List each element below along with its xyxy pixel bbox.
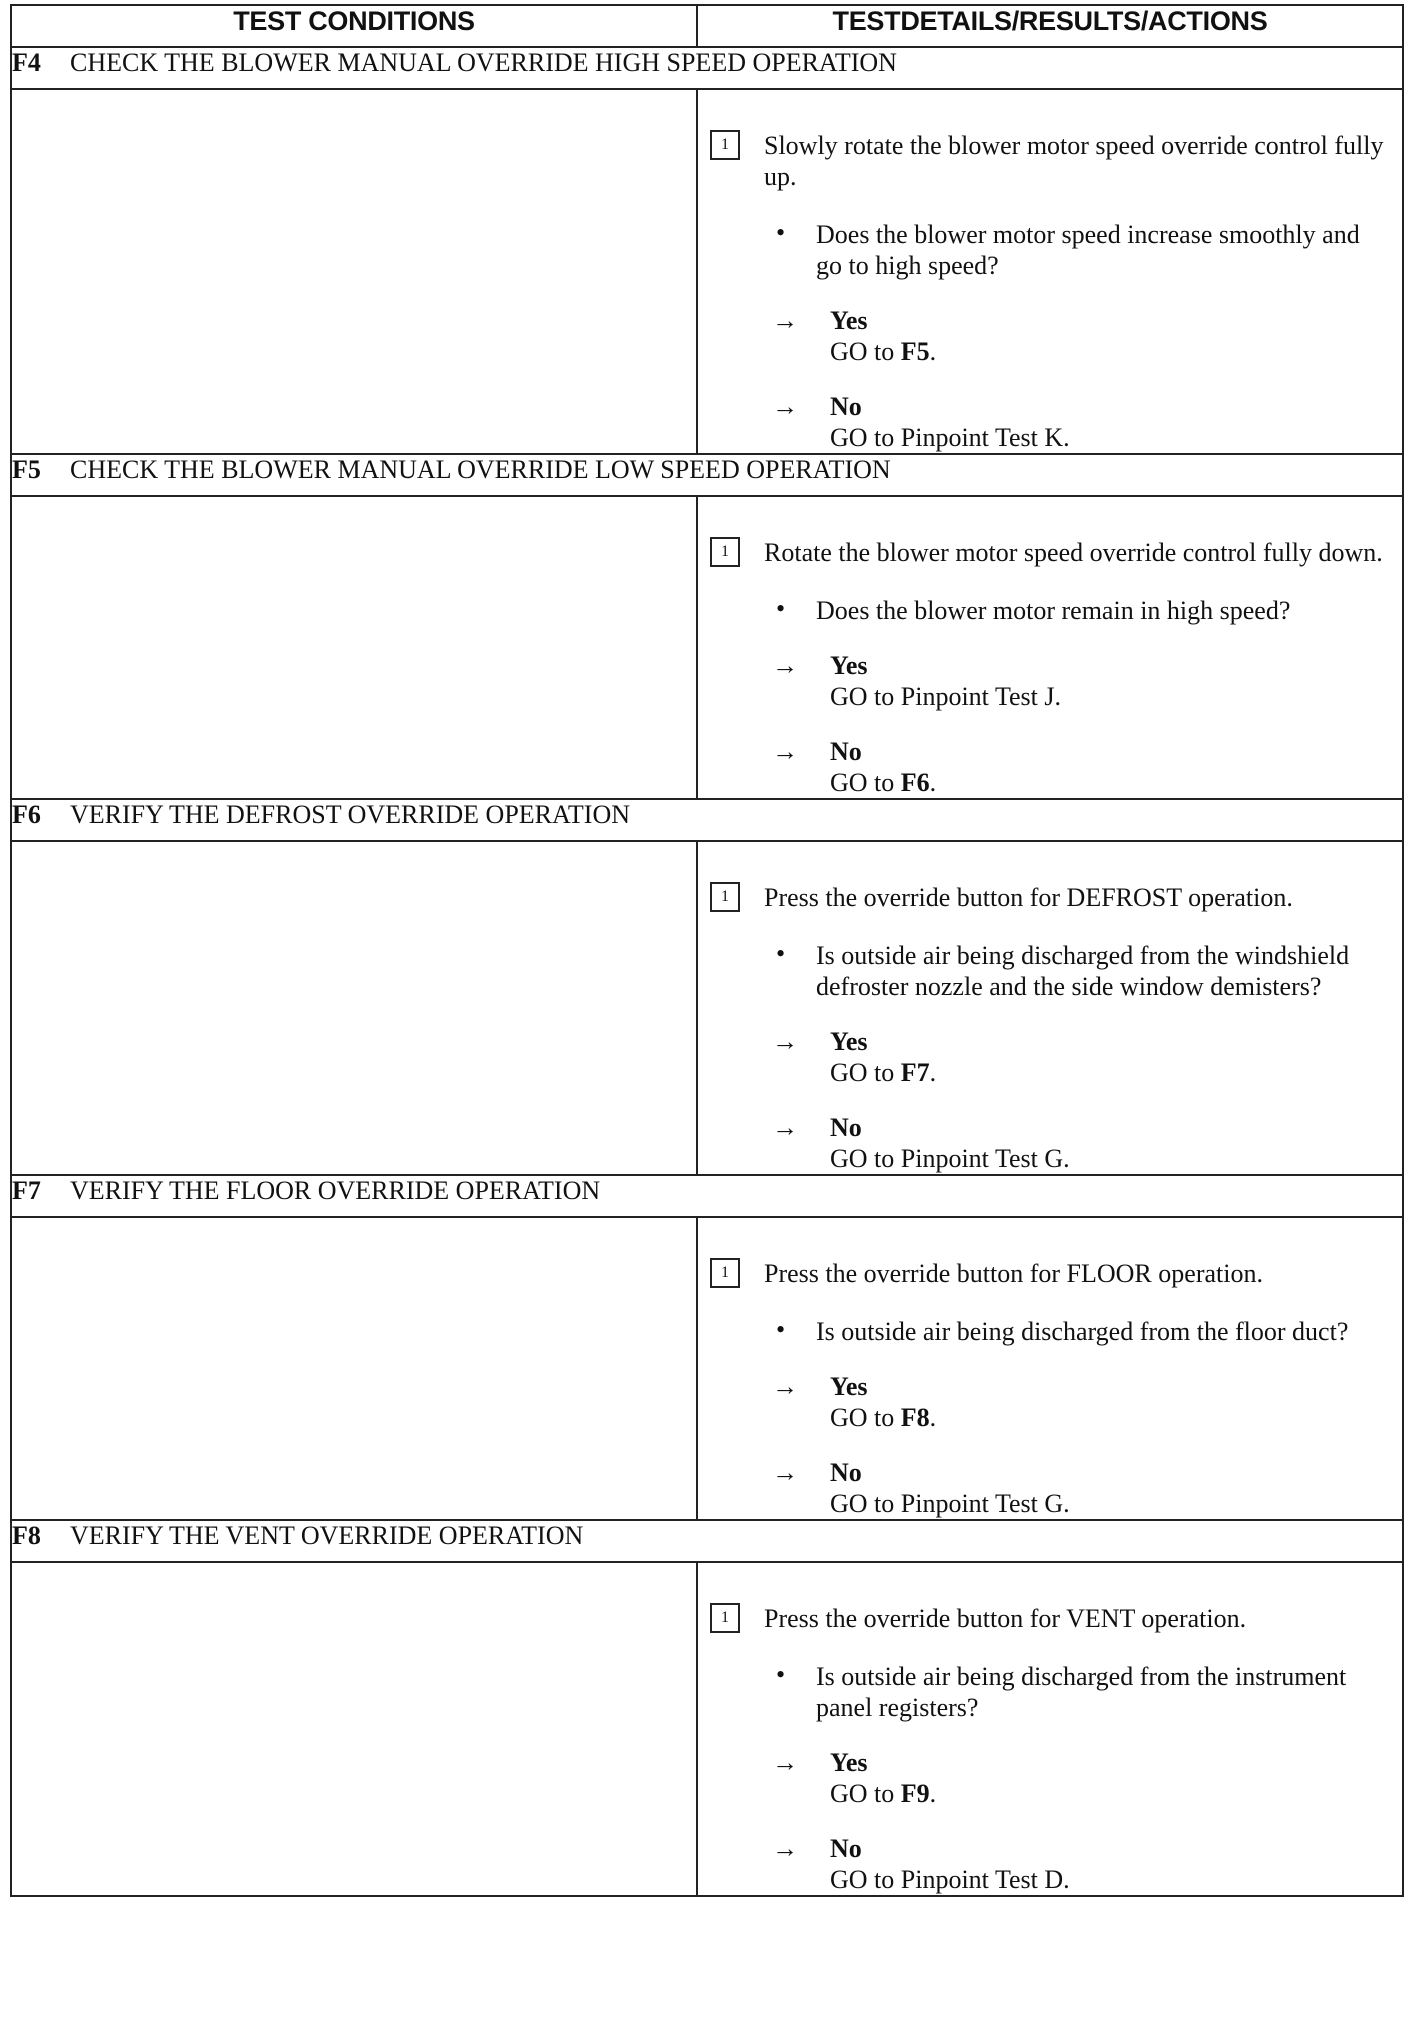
no-label: No [830, 1834, 862, 1863]
test-conditions-cell [11, 496, 697, 799]
step-body-row [11, 89, 1403, 454]
step-number-box: 1 [710, 882, 740, 912]
arrow-right-icon: → [772, 1458, 798, 1487]
pinpoint-test-table [10, 4, 1404, 1897]
steps-body [11, 47, 1403, 1896]
step-id: F6 [12, 800, 41, 829]
step-body-row [11, 841, 1403, 1175]
bullet-icon: • [776, 594, 786, 623]
step-title-row [11, 1175, 1403, 1217]
yes-label: Yes [830, 651, 868, 680]
no-label: No [830, 392, 862, 421]
step-title-row [11, 47, 1403, 89]
step-instruction: Press the override button for VENT operation. [764, 1604, 1247, 1633]
no-action: GO to F6. [830, 768, 937, 797]
question-text: Does the blower motor remain in high speed? [816, 596, 1291, 625]
step-title-cell [11, 47, 1403, 89]
step-title-cell [11, 1175, 1403, 1217]
step-number-box: 1 [710, 1603, 740, 1633]
yes-label: Yes [830, 1027, 868, 1056]
result-no [772, 1112, 1392, 1174]
step-title-cell [11, 799, 1403, 841]
result-no [772, 1833, 1392, 1895]
table-header-row [11, 5, 1403, 47]
test-details-cell [697, 841, 1403, 1175]
question-text: Is outside air being discharged from the floor duct? [816, 1317, 1349, 1346]
step-title: VERIFY THE VENT OVERRIDE OPERATION [70, 1521, 584, 1550]
no-label: No [830, 1113, 862, 1142]
step-number-box: 1 [710, 1258, 740, 1288]
test-details-cell [697, 496, 1403, 799]
step-question [770, 940, 1392, 1002]
step-title-cell [11, 454, 1403, 496]
step-number-box: 1 [710, 537, 740, 567]
no-action: GO to Pinpoint Test D. [830, 1865, 1070, 1894]
step-body-row [11, 496, 1403, 799]
question-text: Does the blower motor speed increase smoothly and go to high speed? [816, 220, 1360, 280]
result-yes [772, 1747, 1392, 1809]
test-details-cell [697, 1217, 1403, 1520]
header-test-details: TESTDETAILS/RESULTS/ACTIONS [697, 5, 1403, 47]
no-action: GO to Pinpoint Test K. [830, 423, 1070, 452]
step-id: F7 [12, 1176, 41, 1205]
step-title-row [11, 454, 1403, 496]
yes-action: GO to F9. [830, 1779, 937, 1808]
arrow-right-icon: → [772, 1372, 798, 1401]
bullet-icon: • [776, 1315, 786, 1344]
step-title-cell [11, 1520, 1403, 1562]
test-details-cell [697, 89, 1403, 454]
result-yes [772, 1026, 1392, 1088]
no-action: GO to Pinpoint Test G. [830, 1489, 1070, 1518]
step-title-row [11, 799, 1403, 841]
step-instruction: Press the override button for DEFROST operation. [764, 883, 1293, 912]
step-question [770, 1316, 1392, 1347]
step-title: VERIFY THE DEFROST OVERRIDE OPERATION [70, 800, 630, 829]
step-id: F4 [12, 48, 41, 77]
yes-action: GO to F8. [830, 1403, 937, 1432]
yes-label: Yes [830, 306, 868, 335]
test-conditions-cell [11, 841, 697, 1175]
no-label: No [830, 1458, 862, 1487]
yes-action: GO to F7. [830, 1058, 937, 1087]
arrow-right-icon: → [772, 392, 798, 421]
step-id: F5 [12, 455, 41, 484]
result-no [772, 1457, 1392, 1519]
bullet-icon: • [776, 939, 786, 968]
step-title: VERIFY THE FLOOR OVERRIDE OPERATION [70, 1176, 601, 1205]
arrow-right-icon: → [772, 1113, 798, 1142]
arrow-right-icon: → [772, 651, 798, 680]
arrow-right-icon: → [772, 1748, 798, 1777]
result-yes [772, 1371, 1392, 1433]
no-label: No [830, 737, 862, 766]
question-text: Is outside air being discharged from the windshield defroster nozzle and the side window demisters? [816, 941, 1350, 1001]
step-title: CHECK THE BLOWER MANUAL OVERRIDE HIGH SPEED OPERATION [70, 48, 897, 77]
step-number-box: 1 [710, 130, 740, 160]
yes-label: Yes [830, 1748, 868, 1777]
question-text: Is outside air being discharged from the instrument panel registers? [816, 1662, 1347, 1722]
result-no [772, 391, 1392, 453]
step-title-row [11, 1520, 1403, 1562]
arrow-right-icon: → [772, 1027, 798, 1056]
yes-action: GO to Pinpoint Test J. [830, 682, 1062, 711]
test-conditions-cell [11, 1217, 697, 1520]
step-id: F8 [12, 1521, 41, 1550]
step-body-row [11, 1562, 1403, 1896]
test-conditions-cell [11, 1562, 697, 1896]
step-instruction: Rotate the blower motor speed override control fully down. [764, 538, 1383, 567]
test-details-cell [697, 1562, 1403, 1896]
arrow-right-icon: → [772, 1834, 798, 1863]
step-question [770, 1661, 1392, 1723]
test-table-sheet [10, 4, 1402, 1897]
result-yes [772, 305, 1392, 367]
step-title: CHECK THE BLOWER MANUAL OVERRIDE LOW SPEED OPERATION [70, 455, 891, 484]
result-no [772, 736, 1392, 798]
result-yes [772, 650, 1392, 712]
test-conditions-cell [11, 89, 697, 454]
step-question [770, 219, 1392, 281]
bullet-icon: • [776, 1660, 786, 1689]
arrow-right-icon: → [772, 737, 798, 766]
step-instruction: Press the override button for FLOOR operation. [764, 1259, 1263, 1288]
yes-action: GO to F5. [830, 337, 937, 366]
step-instruction: Slowly rotate the blower motor speed override control fully up. [764, 131, 1384, 191]
step-question [770, 595, 1392, 626]
no-action: GO to Pinpoint Test G. [830, 1144, 1070, 1173]
yes-label: Yes [830, 1372, 868, 1401]
bullet-icon: • [776, 218, 786, 247]
header-test-conditions: TEST CONDITIONS [11, 5, 697, 47]
arrow-right-icon: → [772, 306, 798, 335]
step-body-row [11, 1217, 1403, 1520]
